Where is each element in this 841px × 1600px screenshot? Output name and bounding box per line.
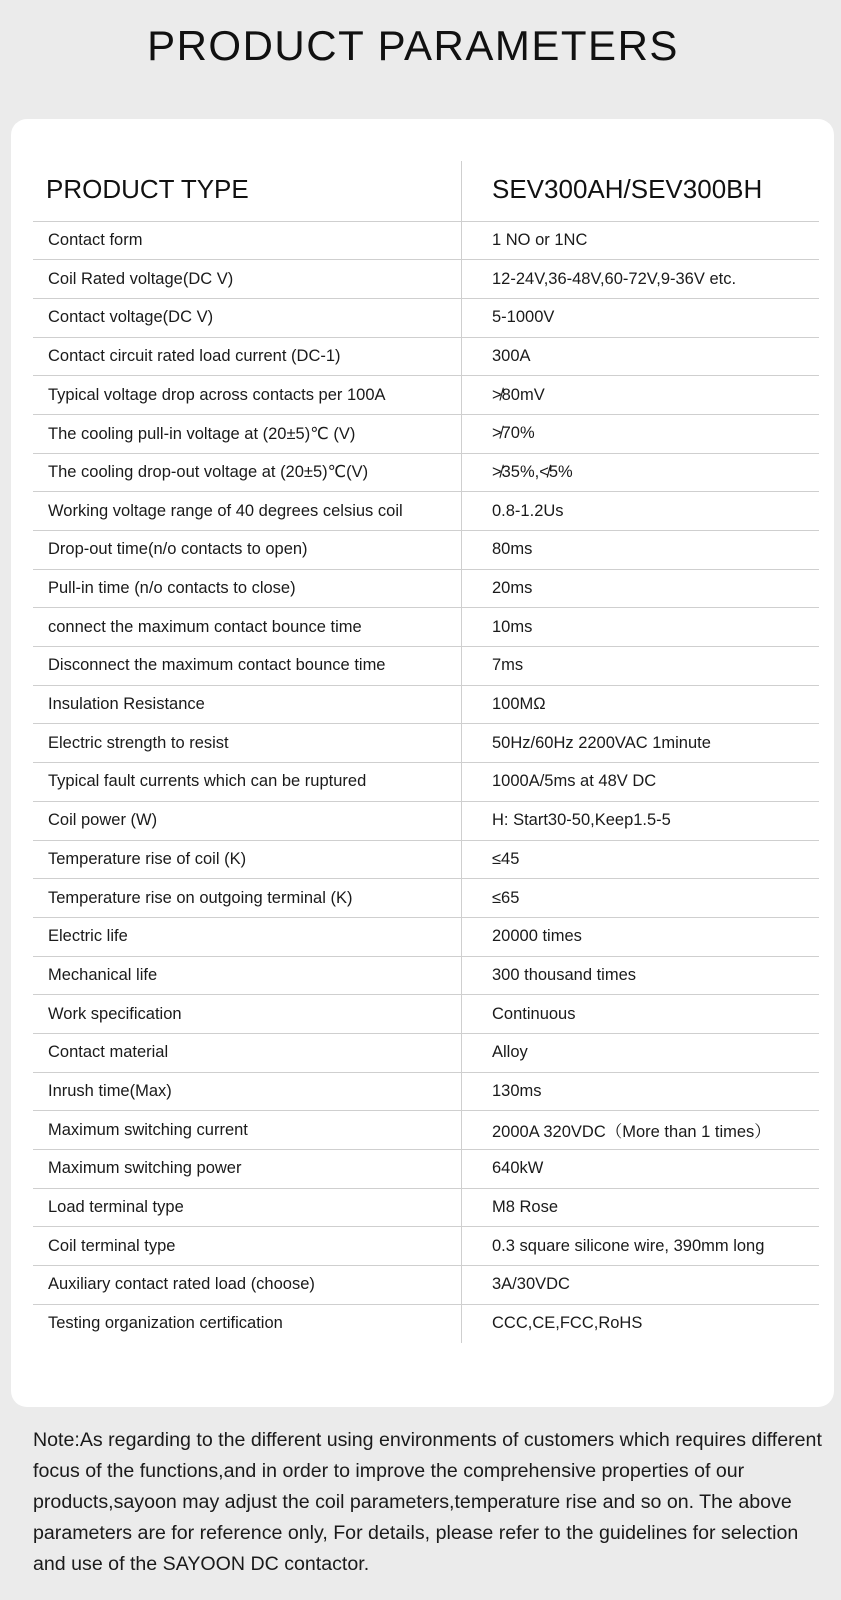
parameters-table-body (33, 161, 819, 1343)
param-value-cell: ≤65 (462, 879, 820, 918)
param-value-cell: 100MΩ (462, 685, 820, 724)
param-value-cell: 3A/30VDC (462, 1266, 820, 1305)
table-row (33, 453, 819, 492)
param-name-cell: Typical fault currents which can be ruptured (33, 763, 462, 802)
param-name-cell: Electric life (33, 917, 462, 956)
table-row (33, 1266, 819, 1305)
param-name-cell: Insulation Resistance (33, 685, 462, 724)
param-name-cell: Contact form (33, 221, 462, 260)
table-row (33, 260, 819, 299)
param-name-cell: Contact circuit rated load current (DC-1) (33, 337, 462, 376)
table-row (33, 221, 819, 260)
note-text: Note:As regarding to the different using environments of customers which requires different focus of the functions,and in order to improve the comprehensive properties of our products,sayoon may adjust the coil parameters,temperature rise and so on. The above parameters are for reference only, For details, please refer to the guidelines for selection and use of the SAYOON DC contactor. (33, 1429, 822, 1575)
param-name-cell: Auxiliary contact rated load (choose) (33, 1266, 462, 1305)
table-row (33, 763, 819, 802)
table-row (33, 531, 819, 570)
param-value-cell: ≯80mV (462, 376, 820, 415)
param-name-cell: Electric strength to resist (33, 724, 462, 763)
param-value-cell: 50Hz/60Hz 2200VAC 1minute (462, 724, 820, 763)
param-value-cell: ≤45 (462, 840, 820, 879)
param-name-cell: Pull-in time (n/o contacts to close) (33, 569, 462, 608)
table-row (33, 1227, 819, 1266)
parameters-table (33, 161, 819, 1343)
param-name-cell: Contact material (33, 1033, 462, 1072)
header-product-type-label: PRODUCT TYPE (33, 161, 462, 221)
param-name-cell: Drop-out time(n/o contacts to open) (33, 531, 462, 570)
param-value-cell: 300 thousand times (462, 956, 820, 995)
param-value-cell: 80ms (462, 531, 820, 570)
param-value-cell: ≯70% (462, 414, 820, 453)
param-name-cell: Working voltage range of 40 degrees celsius coil (33, 492, 462, 531)
table-row (33, 879, 819, 918)
param-name-cell: Coil terminal type (33, 1227, 462, 1266)
param-name-cell: connect the maximum contact bounce time (33, 608, 462, 647)
header-product-type-value: SEV300AH/SEV300BH (462, 161, 820, 221)
table-row (33, 1304, 819, 1343)
table-header-row (33, 161, 819, 221)
param-name-cell: Inrush time(Max) (33, 1072, 462, 1111)
param-value-cell: 0.8-1.2Us (462, 492, 820, 531)
param-value-cell: 300A (462, 337, 820, 376)
table-row (33, 801, 819, 840)
param-name-cell: Maximum switching power (33, 1150, 462, 1189)
table-row (33, 956, 819, 995)
parameters-card (11, 119, 834, 1407)
table-row (33, 647, 819, 686)
table-row (33, 414, 819, 453)
table-row (33, 840, 819, 879)
param-name-cell: Disconnect the maximum contact bounce time (33, 647, 462, 686)
table-row (33, 569, 819, 608)
param-value-cell: 12-24V,36-48V,60-72V,9-36V etc. (462, 260, 820, 299)
table-row (33, 608, 819, 647)
param-value-cell: 20000 times (462, 917, 820, 956)
param-value-cell: M8 Rose (462, 1188, 820, 1227)
param-name-cell: The cooling drop-out voltage at (20±5)℃(V) (33, 453, 462, 492)
param-name-cell: Typical voltage drop across contacts per 100A (33, 376, 462, 415)
param-value-cell: CCC,CE,FCC,RoHS (492, 1314, 643, 1333)
param-name-cell: Maximum switching current (33, 1111, 462, 1150)
table-row (33, 1072, 819, 1111)
param-value-cell: 5-1000V (462, 298, 820, 337)
table-row (33, 995, 819, 1034)
param-value-cell: 7ms (462, 647, 820, 686)
param-value-cell: 1000A/5ms at 48V DC (462, 763, 820, 802)
param-value-cell: 130ms (462, 1072, 820, 1111)
param-value-cell: 10ms (462, 608, 820, 647)
param-value-cell: H: Start30-50,Keep1.5-5 (462, 801, 820, 840)
param-value-cell: Continuous (462, 995, 820, 1034)
param-value-cell: Alloy (462, 1033, 820, 1072)
param-value-cell: 1 NO or 1NC (462, 221, 820, 260)
table-row (33, 492, 819, 531)
param-value-cell: 20ms (462, 569, 820, 608)
param-name-cell: Temperature rise of coil (K) (33, 840, 462, 879)
param-value-cell: 2000A 320VDC（More than 1 times） (462, 1111, 820, 1150)
param-name-cell: Mechanical life (33, 956, 462, 995)
param-name-cell: Temperature rise on outgoing terminal (K) (33, 879, 462, 918)
table-row (33, 724, 819, 763)
table-row (33, 685, 819, 724)
param-name-cell: The cooling pull-in voltage at (20±5)℃ (V) (33, 414, 462, 453)
table-row (33, 298, 819, 337)
param-name-cell: Testing organization certification (33, 1304, 462, 1343)
param-name-cell: Load terminal type (33, 1188, 462, 1227)
param-name-cell: Coil Rated voltage(DC V) (33, 260, 462, 299)
page-title: PRODUCT PARAMETERS (147, 22, 679, 69)
table-row (33, 1111, 819, 1150)
param-name-cell: Work specification (33, 995, 462, 1034)
table-row (33, 376, 819, 415)
param-value-cell: ≯35%,≮5% (462, 453, 820, 492)
table-row (33, 917, 819, 956)
table-row (33, 337, 819, 376)
param-value-cell: 640kW (462, 1150, 820, 1189)
table-row (33, 1033, 819, 1072)
param-name-cell: Contact voltage(DC V) (33, 298, 462, 337)
param-value-cell: 0.3 square silicone wire, 390mm long (462, 1227, 820, 1266)
table-row (33, 1188, 819, 1227)
param-name-cell: Coil power (W) (33, 801, 462, 840)
table-row (33, 1150, 819, 1189)
